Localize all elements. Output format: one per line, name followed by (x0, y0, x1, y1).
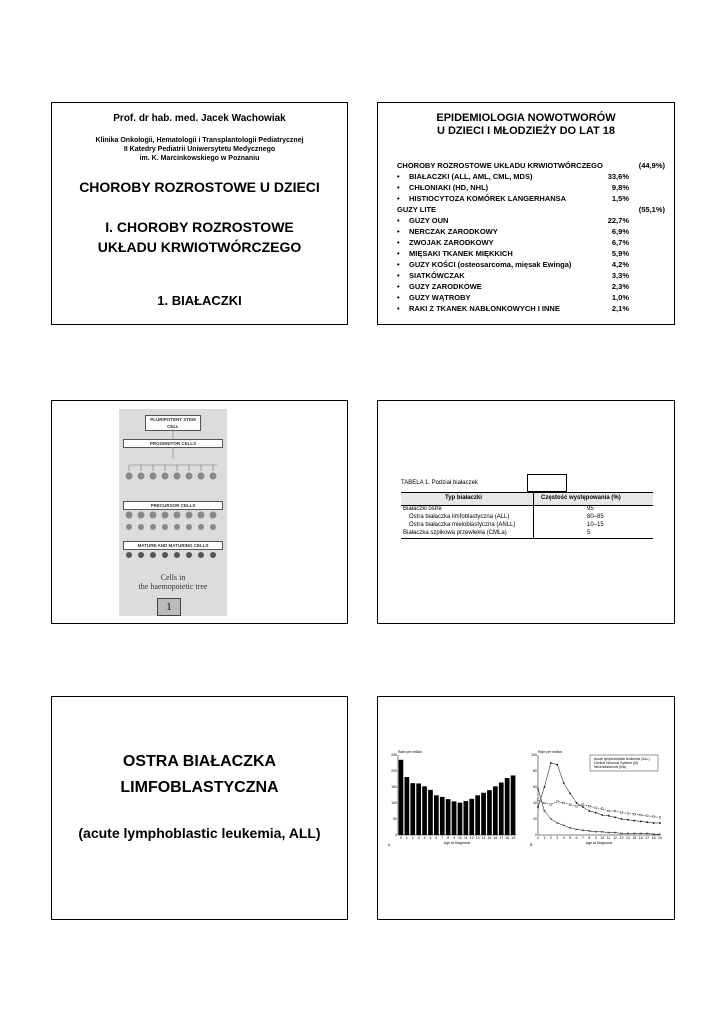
bar (446, 799, 451, 835)
section-title (52, 217, 347, 257)
slide-haemopoietic-tree (51, 400, 348, 624)
tick-label: 12 (613, 836, 618, 840)
tick-label: 17 (499, 836, 504, 840)
y-tick-label: 80 (533, 769, 537, 773)
bullet-icon: • (397, 227, 400, 236)
x-axis-label: Age at Diagnosis (585, 841, 613, 845)
item-label: SIATKÓWCZAK (409, 271, 465, 280)
data-point (556, 801, 558, 803)
section-title-line: UKŁADU KRWIOTWÓRCZEGO (97, 239, 302, 255)
bar (428, 790, 433, 835)
data-point (537, 799, 539, 801)
data-point (640, 821, 642, 823)
tick-label: 7 (441, 836, 444, 840)
bar (405, 777, 410, 835)
tick-label: 8 (447, 836, 450, 840)
data-point (563, 802, 565, 804)
tree-caption-line: Cells in (160, 573, 186, 582)
data-point (595, 812, 597, 814)
title-line: U DZIECI I MŁODZIEŻY DO LAT 18 (436, 125, 616, 137)
bar (469, 799, 474, 835)
tick-label: 9 (453, 836, 456, 840)
title-line-2: LIMFOBLASTYCZNA (120, 779, 279, 796)
bullet-icon: • (397, 183, 400, 192)
bar (458, 803, 463, 835)
tick-label: 7 (581, 836, 584, 840)
data-point (627, 819, 629, 821)
precursor-label: PRECURSOR CELLS (123, 501, 223, 510)
bullet-icon: • (397, 216, 400, 225)
y-axis-label: Rate per million (398, 750, 423, 754)
bar (511, 775, 516, 835)
legend-entry: Acute lymphoblastic leukemia (ALL) (594, 757, 650, 761)
tick-label: 4 (562, 836, 565, 840)
tick-label: 0 (537, 836, 539, 840)
row-value: 10–15 (587, 522, 604, 528)
tick-label: 16 (638, 836, 643, 840)
table-header (401, 493, 653, 506)
header-frequency: Częstość występowania (%) (541, 495, 621, 501)
data-point (582, 804, 584, 806)
data-point (608, 815, 610, 817)
bar (440, 797, 445, 835)
item-value: 6,7% (611, 238, 629, 247)
item-label: RAKI Z TKANEK NABŁONKOWYCH I INNE (409, 304, 560, 313)
tick-label: 12 (469, 836, 474, 840)
item-value: 1,5% (611, 194, 629, 203)
list-item (397, 271, 665, 282)
data-point (537, 806, 539, 808)
tick-label: 9 (594, 836, 597, 840)
tick-label: 2 (549, 836, 552, 840)
table-row (401, 522, 653, 530)
tick-label: 16 (493, 836, 498, 840)
tick-label: 1 (405, 836, 408, 840)
y-tick-label: 0 (535, 833, 537, 837)
tick-label: 17 (645, 836, 650, 840)
bar (481, 793, 486, 835)
list-item (397, 183, 665, 194)
table-row (401, 506, 653, 514)
data-point (653, 816, 655, 818)
row-label: Ostra białaczka mieloblastyczna (ANLL) (409, 522, 516, 528)
item-label: GUZY WĄTROBY (409, 293, 471, 302)
list-item (397, 238, 665, 249)
panel-label: A (388, 843, 391, 847)
data-point (653, 822, 655, 824)
data-point (601, 814, 603, 816)
row-label: Ostra białaczka limfoblastyczna (ALL) (409, 514, 510, 520)
data-point (614, 810, 616, 812)
item-label: HISTIOCYTOZA KOMÓREK LANGERHANSA (409, 194, 567, 203)
list-item (397, 216, 665, 227)
slide-title (378, 112, 674, 138)
list-item (397, 304, 665, 315)
tick-label: 6 (435, 836, 438, 840)
bar (499, 783, 504, 835)
tick-label: 14 (481, 836, 486, 840)
list-item (397, 249, 665, 260)
item-label: GUZY ZARODKOWE (409, 282, 482, 291)
y-axis-label: Rate per million (538, 750, 563, 754)
tick-label: 6 (575, 836, 578, 840)
bar (487, 790, 492, 835)
data-point (621, 812, 623, 814)
data-point (576, 802, 578, 804)
bullet-icon: • (397, 249, 400, 258)
tick-label: 3 (417, 836, 420, 840)
table-body (401, 506, 653, 538)
y-tick-label: 150 (391, 785, 397, 789)
slide-incidence-charts (377, 696, 675, 920)
data-point (633, 813, 635, 815)
y-tick-label: 20 (533, 817, 537, 821)
bar (422, 786, 427, 835)
empty-box (527, 474, 567, 492)
affiliation-line: im. K. Marcinkowskiego w Poznaniu (139, 155, 260, 162)
legend-entry: Neuroblastoma (IVa) (594, 765, 627, 769)
group-row (397, 205, 665, 216)
tick-label: 10 (457, 836, 462, 840)
data-point (608, 810, 610, 812)
figure-number: 1 (157, 598, 181, 616)
item-value: 3,3% (611, 271, 629, 280)
item-value: 33,6% (607, 172, 629, 181)
row-value: 5 (587, 530, 591, 536)
title-line: EPIDEMIOLOGIA NOWOTWORÓW (436, 112, 616, 124)
data-point (569, 793, 571, 795)
item-value: 22,7% (607, 216, 629, 225)
data-point (627, 813, 629, 815)
data-point (576, 805, 578, 807)
item-value: 1,0% (611, 293, 629, 302)
list-item (397, 194, 665, 205)
tick-label: 18 (505, 836, 510, 840)
subtitle: (acute lymphoblastic leukemia, ALL) (78, 825, 321, 841)
data-point (588, 810, 590, 812)
item-value: (44,9%) (638, 161, 665, 170)
data-point (601, 808, 603, 810)
y-tick-label: 200 (391, 769, 397, 773)
data-point (621, 818, 623, 820)
tick-label: 4 (423, 836, 426, 840)
bullet-icon: • (397, 172, 400, 181)
y-tick-label: 40 (533, 801, 537, 805)
group-row (397, 161, 665, 172)
y-tick-label: 0 (395, 833, 397, 837)
item-value: 6,9% (611, 227, 629, 236)
bar (399, 760, 404, 835)
mature-label: MATURE AND MATURING CELLS (123, 541, 223, 550)
item-label: GUZY OUN (409, 216, 449, 225)
y-tick-label: 100 (391, 801, 397, 805)
x-axis-label: Age at Diagnosis (443, 841, 471, 845)
legend-entry: Central Nervous System (IIl) (594, 761, 638, 765)
bullet-icon: • (397, 304, 400, 313)
bar (505, 778, 510, 835)
item-label: ZWOJAK ZARODKOWY (409, 238, 494, 247)
data-point (582, 806, 584, 808)
tree-caption-line: the haemopoietic tree (138, 582, 208, 591)
slide-all-title (51, 696, 348, 920)
tick-label: 19 (658, 836, 662, 840)
item-value: 2,1% (611, 304, 629, 313)
item-label: MIĘSAKI TKANEK MIĘKKICH (409, 249, 513, 258)
list-item (397, 282, 665, 293)
data-point (595, 807, 597, 809)
data-point (633, 820, 635, 822)
tick-label: 5 (569, 836, 572, 840)
title-line-1: OSTRA BIAŁACZKA (122, 753, 277, 770)
data-point (550, 818, 552, 820)
tick-label: 11 (464, 836, 468, 840)
subsection-title: 1. BIAŁACZKI (157, 293, 242, 308)
table-row (401, 514, 653, 522)
tick-label: 5 (429, 836, 432, 840)
leukemia-table (401, 492, 653, 539)
item-label: BIAŁACZKI (ALL, AML, CML, MDS) (409, 172, 533, 181)
slide-leukemia-table (377, 400, 675, 624)
bar (410, 783, 415, 835)
stem-cell-label: PLURIPOTENT STEM CELL (145, 415, 201, 431)
item-value: 9,8% (611, 183, 629, 192)
y-tick-label: 50 (393, 817, 397, 821)
row-label: Białaczka szpikowa przewlekła (CMLa) (403, 530, 507, 536)
bullet-icon: • (397, 194, 400, 203)
item-label: GUZY LITE (397, 205, 437, 214)
bullet-icon: • (397, 238, 400, 247)
list-item (397, 172, 665, 183)
slide-epidemiology (377, 102, 675, 325)
item-value: 4,2% (611, 260, 629, 269)
table-row (401, 530, 653, 538)
author: Prof. dr hab. med. Jacek Wachowiak (113, 113, 286, 124)
data-point (569, 804, 571, 806)
table-caption: TABELA 1. Podział białaczek (401, 480, 478, 486)
list-item (397, 227, 665, 238)
tick-label: 14 (625, 836, 630, 840)
data-point (659, 817, 661, 819)
haemopoietic-tree-image (119, 409, 227, 616)
tick-label: 3 (556, 836, 559, 840)
tick-label: 18 (651, 836, 656, 840)
incidence-list (397, 161, 665, 315)
row-label: Białaczki ostre (403, 506, 442, 512)
tick-label: 11 (606, 836, 611, 840)
bar (475, 795, 480, 835)
y-tick-label: 60 (533, 785, 537, 789)
line-chart (528, 747, 668, 847)
bar (493, 786, 498, 835)
bullet-icon: • (397, 293, 400, 302)
series-line (538, 789, 660, 835)
bullet-icon: • (397, 282, 400, 291)
affiliation-line: II Katedry Pediatrii Uniwersytetu Medycznego (123, 146, 276, 153)
data-point (659, 822, 661, 824)
data-point (646, 821, 648, 823)
item-value: (55,1%) (638, 205, 665, 214)
data-point (588, 805, 590, 807)
data-point (556, 764, 558, 766)
affiliation (52, 136, 347, 163)
data-point (544, 802, 546, 804)
data-point (544, 786, 546, 788)
row-value: 95 (587, 506, 594, 512)
item-value: 5,9% (611, 249, 629, 258)
progenitor-label: PROGENITOR CELLS (123, 439, 223, 448)
bar-chart (386, 747, 526, 847)
slide-title (51, 102, 348, 325)
tick-label: 8 (588, 836, 591, 840)
item-label: NERCZAK ZARODKOWY (409, 227, 498, 236)
row-value: 80–85 (587, 514, 604, 520)
tick-label: 15 (632, 836, 637, 840)
tick-label: 13 (619, 836, 624, 840)
data-point (640, 814, 642, 816)
data-point (550, 762, 552, 764)
bar (416, 783, 421, 835)
tick-label: 0 (399, 836, 402, 840)
data-point (563, 782, 565, 784)
item-label: GUZY KOŚCI (osteosarcoma, mięsak Ewinga) (409, 260, 572, 269)
bullet-icon: • (397, 271, 400, 280)
list-item (397, 260, 665, 271)
section-title-line: I. CHOROBY ROZROSTOWE (105, 219, 294, 235)
y-tick-label: 250 (391, 753, 397, 757)
bar (434, 795, 439, 835)
tick-label: 2 (411, 836, 414, 840)
affiliation-line: Klinika Onkologii, Hematologii i Transplantologii Pediatrycznej (95, 137, 304, 144)
tick-label: 19 (511, 836, 516, 840)
tick-label: 13 (475, 836, 480, 840)
bar (464, 801, 469, 835)
tick-label: 10 (600, 836, 605, 840)
header-type: Typ białaczki (445, 495, 482, 501)
tick-label: 1 (543, 836, 546, 840)
y-tick-label: 100 (531, 753, 537, 757)
item-label: CHŁONIAKI (HD, NHL) (409, 183, 489, 192)
bullet-icon: • (397, 260, 400, 269)
data-point (614, 817, 616, 819)
item-value: 2,3% (611, 282, 629, 291)
item-label: CHOROBY ROZROSTOWE UKŁADU KRWIOTWÓRCZEGO (397, 161, 603, 170)
tree-caption (119, 573, 227, 591)
data-point (550, 804, 552, 806)
list-item (397, 293, 665, 304)
data-point (646, 815, 648, 817)
panel-label: B (530, 843, 533, 847)
bar (452, 801, 457, 835)
main-title: CHOROBY ROZROSTOWE U DZIECI (79, 179, 320, 195)
tick-label: 15 (487, 836, 492, 840)
